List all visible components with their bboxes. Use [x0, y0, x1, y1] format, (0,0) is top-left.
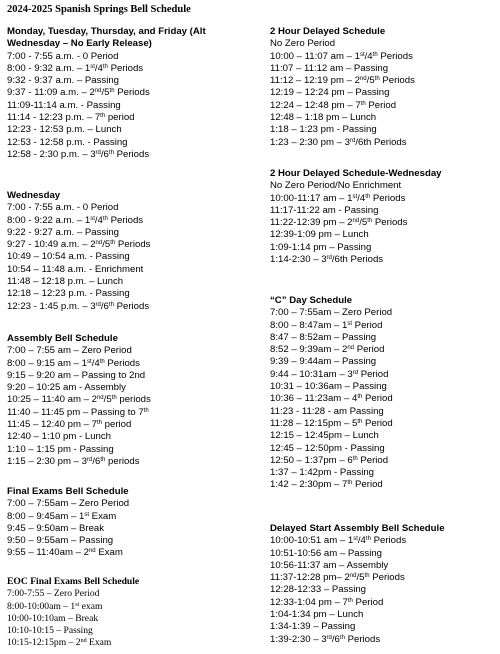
schedule-line: 8:00 – 9:45am – 1st Exam — [7, 510, 117, 522]
schedule-line: 11:22-12:39 pm – 2nd/5th Periods — [270, 217, 408, 229]
schedule-line: 12:23 - 12:53 p.m. – Lunch — [7, 124, 122, 136]
section-heading: Wednesday – No Early Release) — [7, 38, 152, 50]
schedule-line: 1:18 – 1:23 pm - Passing — [270, 124, 377, 136]
section-heading: Monday, Tuesday, Thursday, and Friday (Alt — [7, 26, 206, 37]
schedule-line: 10:00-10:10am – Break — [7, 612, 99, 624]
schedule-line: 9:55 – 11:40am – 2nd Exam — [7, 547, 123, 559]
schedule-line: 7:00 - 7:55 a.m. - 0 Period — [7, 50, 119, 62]
schedule-line: 10:15-12:15pm – 2nd Exam — [7, 637, 112, 649]
schedule-line: 10:36 – 11:23am – 4th Period — [270, 393, 393, 405]
section-heading: 2 Hour Delayed Schedule — [270, 26, 386, 37]
schedule-line: 9:20 – 10:25 am - Assembly — [7, 382, 126, 394]
schedule-line: 12:33-1:04 pm – 7th Period — [270, 596, 384, 608]
schedule-line: 11:12 – 12:19 pm – 2nd/5th Periods — [270, 75, 415, 87]
schedule-line: 12:19 – 12:24 pm – Passing — [270, 87, 390, 99]
schedule-line: 10:00-11:17 am – 1st/4th Periods — [270, 192, 406, 204]
schedule-line: 7:00 – 7:55 am – Zero Period — [7, 345, 132, 357]
section-heading: Delayed Start Assembly Bell Schedule — [270, 523, 445, 534]
schedule-line: 9:15 – 9:20 am – Passing to 2nd — [7, 369, 146, 381]
schedule-line: 12:28-12:33 – Passing — [270, 584, 367, 596]
section-heading: “C” Day Schedule — [270, 295, 353, 306]
schedule-line: 12:18 – 12:23 p.m. - Passing — [7, 288, 130, 300]
schedule-line: 1:04-1:34 pm – Lunch — [270, 609, 364, 621]
section-final-exams-schedule — [7, 486, 129, 560]
schedule-line: 8:00 – 8:47am – 1st Period — [270, 319, 383, 331]
section-heading: Final Exams Bell Schedule — [7, 486, 129, 497]
section-wednesday-schedule — [7, 190, 150, 313]
section-2hr-delayed-wednesday — [270, 168, 442, 266]
schedule-line: 11:23 - 11:28 - am Passing — [270, 405, 384, 417]
section-heading: Assembly Bell Schedule — [7, 333, 118, 344]
schedule-line: 1:14-2:30 – 3rd/6th Periods — [270, 254, 384, 266]
schedule-line: 9:50 – 9:55am – Passing — [7, 535, 114, 547]
schedule-line: 1:10 – 1:15 pm - Passing — [7, 443, 114, 455]
schedule-line: 11:28 – 12:15pm – 5th Period — [270, 417, 393, 429]
schedule-line: 1:34-1:39 – Passing — [270, 621, 356, 633]
schedule-line: 11:07 – 11:12 am – Passing — [270, 62, 389, 74]
schedule-line: 12:50 – 1:37pm – 6th Period — [270, 454, 389, 466]
schedule-line: 9:22 - 9:27 a.m. – Passing — [7, 226, 119, 238]
schedule-line: 12:39-1:09 pm – Lunch — [270, 229, 369, 241]
schedule-line: 9:27 - 10:49 a.m. – 2nd/5th Periods — [7, 239, 151, 251]
schedule-line: 9:45 – 9:50am – Break — [7, 522, 105, 534]
section-delayed-start-assembly — [270, 523, 445, 646]
schedule-line: 8:00 - 9:22 a.m. – 1st/4th Periods — [7, 214, 144, 226]
section-c-day-schedule — [270, 295, 393, 492]
schedule-line: 9:37 - 11:09 a.m. – 2nd/5th Periods — [7, 87, 150, 99]
schedule-line: 10:56-11:37 am – Assembly — [270, 559, 389, 571]
section-assembly-schedule — [7, 333, 151, 468]
schedule-line: 9:44 – 10:31am – 3rd Period — [270, 368, 389, 380]
page-title: 2024-2025 Spanish Springs Bell Schedule — [7, 4, 191, 15]
schedule-line: 1:09-1:14 pm – Passing — [270, 241, 372, 253]
schedule-line: 11:14 - 12:23 p.m. – 7th period — [7, 112, 135, 124]
schedule-line: 7:00 – 7:55am – Zero Period — [7, 498, 130, 510]
schedule-line: 8:00 – 9:15 am – 1st/4th Periods — [7, 357, 140, 369]
schedule-line: 1:39-2:30 – 3rd/6th Periods — [270, 633, 381, 645]
schedule-line: 7:00-7:55 – Zero Period — [7, 588, 100, 600]
schedule-line: 12:58 - 2:30 p.m. – 3rd/6th Periods — [7, 148, 150, 160]
schedule-line: 7:00 - 7:55 a.m. - 0 Period — [7, 202, 119, 214]
schedule-line: 10:31 – 10:36am – Passing — [270, 381, 387, 393]
schedule-line: 11:17-11:22 am - Passing — [270, 204, 379, 216]
schedule-line: 12:24 – 12:48 pm – 7th Period — [270, 99, 397, 111]
schedule-line: 12:40 – 1:10 pm - Lunch — [7, 431, 112, 443]
schedule-line: 10:49 – 10:54 a.m. - Passing — [7, 251, 130, 263]
schedule-line: 8:52 – 9:39am – 2nd Period — [270, 344, 385, 356]
schedule-line: 1:15 – 2:30 pm – 3rd/6th periods — [7, 455, 140, 467]
schedule-line: No Zero Period/No Enrichment — [270, 180, 402, 192]
schedule-line: 1:23 – 2:30 pm – 3rd/6th Periods — [270, 136, 407, 148]
schedule-line: 10:51-10:56 am – Passing — [270, 547, 383, 559]
schedule-line: 10:00-10:51 am – 1st/4th Periods — [270, 535, 407, 547]
section-heading: Wednesday — [7, 190, 61, 201]
schedule-line: 12:53 - 12:58 p.m. - Passing — [7, 136, 128, 148]
schedule-line: 12:48 – 1:18 pm – Lunch — [270, 112, 377, 124]
section-2hr-delayed-schedule — [270, 26, 415, 149]
section-regular-schedule — [7, 26, 206, 161]
section-eoc-final-exams-schedule — [7, 576, 139, 650]
schedule-line: 11:40 – 11:45 pm – Passing to 7th — [7, 406, 149, 418]
schedule-line: 8:00 - 9:32 a.m. – 1st/4th Periods — [7, 62, 144, 74]
schedule-line: 12:45 – 12:50pm - Passing — [270, 442, 385, 454]
schedule-line: 12:15 – 12:45pm – Lunch — [270, 430, 379, 442]
section-heading: EOC Final Exams Bell Schedule — [7, 576, 140, 587]
schedule-line: 8:47 – 8:52am – Passing — [270, 331, 377, 343]
schedule-line: 1:42 – 2:30pm – 7th Period — [270, 479, 383, 491]
schedule-line: 10:10-10:15 – Passing — [7, 625, 93, 637]
schedule-line: No Zero Period — [270, 38, 336, 50]
schedule-line: 8:00-10:00am – 1st exam — [7, 600, 103, 612]
schedule-line: 10:00 – 11:07 am – 1st/4th Periods — [270, 50, 413, 62]
schedule-line: 12:23 - 1:45 p.m. – 3rd/6th Periods — [7, 300, 150, 312]
schedule-line: 11:37-12:28 pm– 2nd/5th Periods — [270, 572, 405, 584]
schedule-line: 1:37 – 1:42pm - Passing — [270, 467, 374, 479]
schedule-line: 10:54 – 11:48 a.m. - Enrichment — [7, 263, 144, 275]
schedule-line: 11:48 – 12:18 p.m. – Lunch — [7, 276, 124, 288]
schedule-line: 7:00 – 7:55am – Zero Period — [270, 307, 393, 319]
schedule-line: 9:39 – 9:44am – Passing — [270, 356, 377, 368]
section-heading: 2 Hour Delayed Schedule-Wednesday — [270, 168, 442, 179]
schedule-line: 11:09-11:14 a.m. - Passing — [7, 99, 121, 111]
schedule-line: 11:45 – 12:40 pm – 7th period — [7, 419, 132, 431]
schedule-line: 10:25 – 11:40 am – 2nd/5th periods — [7, 394, 151, 406]
schedule-line: 9:32 - 9:37 a.m. – Passing — [7, 75, 119, 87]
